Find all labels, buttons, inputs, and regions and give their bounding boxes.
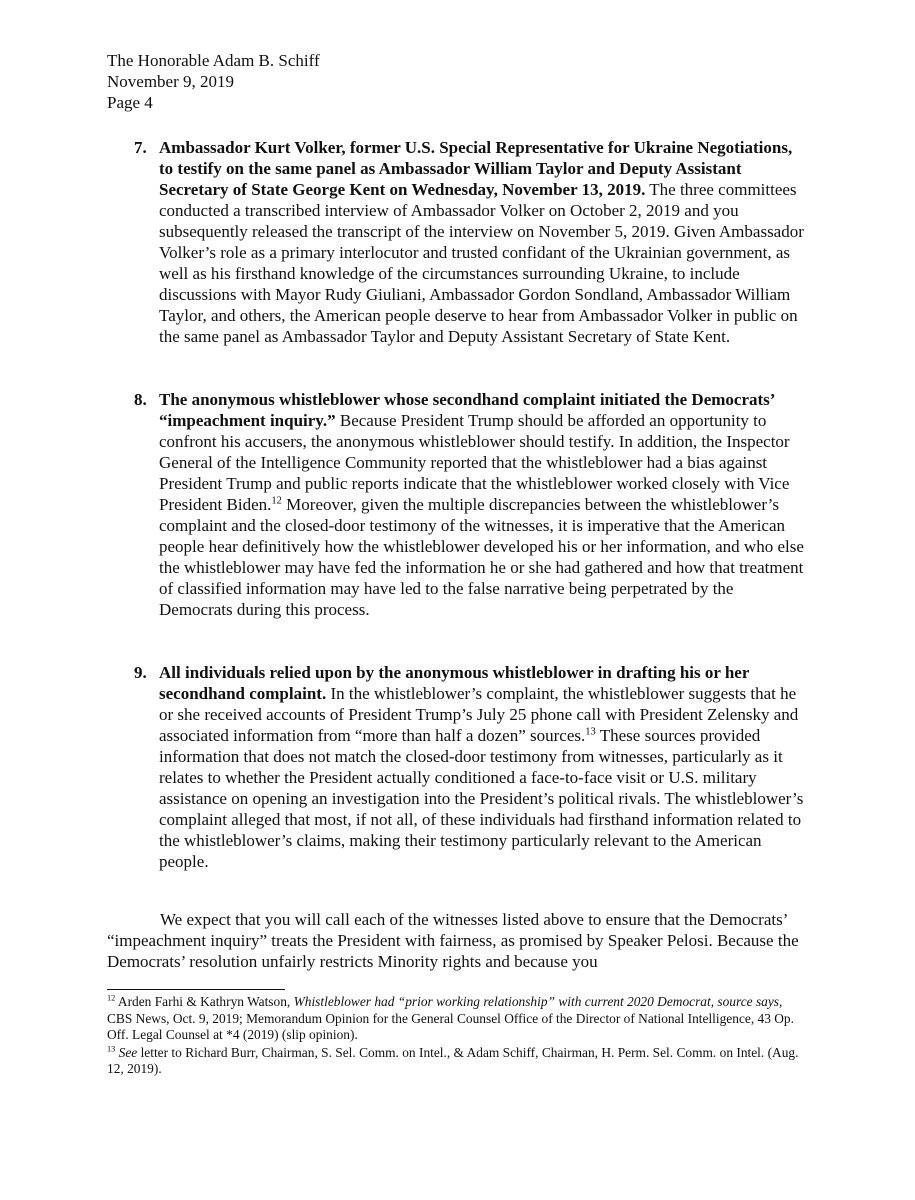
- witness-item-8: [134, 389, 804, 620]
- witness-item-7: [134, 137, 804, 347]
- item-text: These sources provided information that does not match the closed-door testimony from witnesses, particularly as it relates to whether the President actually conditioned a face-to-face visit or U.S. military assistance on opening an investigation into the President’s political rivals. The whistleblower’s complaint alleged that most, if not all, of these individuals had firsthand information related to the whistleblower’s claims, making their testimony particularly relevant to the American people.: [159, 726, 804, 871]
- footnote-ref[interactable]: 12: [271, 495, 282, 507]
- footnote-text: CBS News, Oct. 9, 2019; Memorandum Opinion for the General Counsel Office of the Director of National Intelligence, 43 Op. Off. Legal Counsel at *4 (2019) (slip opinion).: [107, 1010, 794, 1043]
- letter-date: November 9, 2019: [107, 72, 235, 91]
- item-number: 8.: [134, 390, 147, 409]
- item-body: [159, 137, 804, 347]
- footnote-divider: [107, 989, 285, 990]
- item-text: Moreover, given the multiple discrepancies between the whistleblower’s complaint and the closed-door testimony of the witnesses, it is imperative that the American people hear definitively how the whistleblower developed his or her information, and who else the whistleblower may have fed the information he or she had gathered and how that treatment of classified information may have led to the false narrative being perpetrated by the Democrats during this process.: [159, 495, 804, 619]
- footnotes: [107, 994, 807, 1079]
- letter-header: [107, 50, 320, 113]
- footnote-number: 12: [107, 993, 116, 1003]
- item-body: [159, 389, 804, 620]
- item-number: 7.: [134, 138, 147, 157]
- footnote-authors: Arden Farhi & Kathryn Watson,: [115, 994, 294, 1009]
- item-text: In the whistleblower’s complaint, the whistleblower suggests that he or she received accounts of President Trump’s July 25 phone call with President Zelensky and associated information from “more than half a dozen” sources.: [159, 684, 799, 745]
- item-number: 9.: [134, 663, 147, 682]
- item-text: The three committees conducted a transcribed interview of Ambassador Volker on October 2, 2019 and you subsequently released the transcript of the interview on November 5, 2019. Given Ambassador Volker’s role as a primary interlocutor and trusted confidant of the Ukrainian government, as well as his firsthand knowledge of the circumstances surrounding Ukraine, to include discussions with Mayor Rudy Giuliani, Ambassador Gordon Sondland, Ambassador William Taylor, and others, the American people deserve to hear from Ambassador Volker in public on the same panel as Ambassador Taylor and Deputy Assistant Secretary of State Kent.: [159, 180, 804, 346]
- item-lead: Ambassador Kurt Volker, former U.S. Special Representative for Ukraine Negotiations, to testify on the same panel as Ambassador William Taylor and Deputy Assistant Secretary of State George Kent on Wednesday, November 13, 2019.: [159, 138, 793, 199]
- footnote-13: [107, 1045, 807, 1078]
- item-lead: The anonymous whistleblower whose secondhand complaint initiated the Democrats’ “impeachment inquiry.”: [159, 390, 775, 430]
- page-number: Page 4: [107, 93, 153, 112]
- item-text: Because President Trump should be afforded an opportunity to confront his accusers, the anonymous whistleblower should testify. In addition, the Inspector General of the Intelligence Community reported that the whistleblower had a bias against President Trump and public reports indicate that the whistleblower worked closely with Vice President Biden.: [159, 411, 790, 514]
- addressee: The Honorable Adam B. Schiff: [107, 51, 320, 70]
- item-lead: All individuals relied upon by the anonymous whistleblower in drafting his or her secondhand complaint.: [159, 663, 750, 703]
- witness-item-9: [134, 662, 804, 872]
- footnote-number: 13: [107, 1044, 116, 1054]
- closing-paragraph: We expect that you will call each of the witnesses listed above to ensure that the Democrats’ “impeachment inquiry” treats the President with fairness, as promised by Speaker Pelosi. Because the Democrats’ resolution unfairly restricts Minority rights and because you: [107, 910, 799, 971]
- footnote-title: Whistleblower had “prior working relationship” with current 2020 Democrat, source says,: [293, 994, 783, 1009]
- footnote-signal: See: [115, 1044, 138, 1060]
- item-body: [159, 662, 804, 872]
- footnote-text: letter to Richard Burr, Chairman, S. Sel. Comm. on Intel., & Adam Schiff, Chairman, H. Perm. Sel. Comm. on Intel. (Aug. 12, 2019).: [107, 1044, 799, 1077]
- footnote-ref[interactable]: 13: [585, 726, 596, 738]
- footnote-12: [107, 994, 807, 1044]
